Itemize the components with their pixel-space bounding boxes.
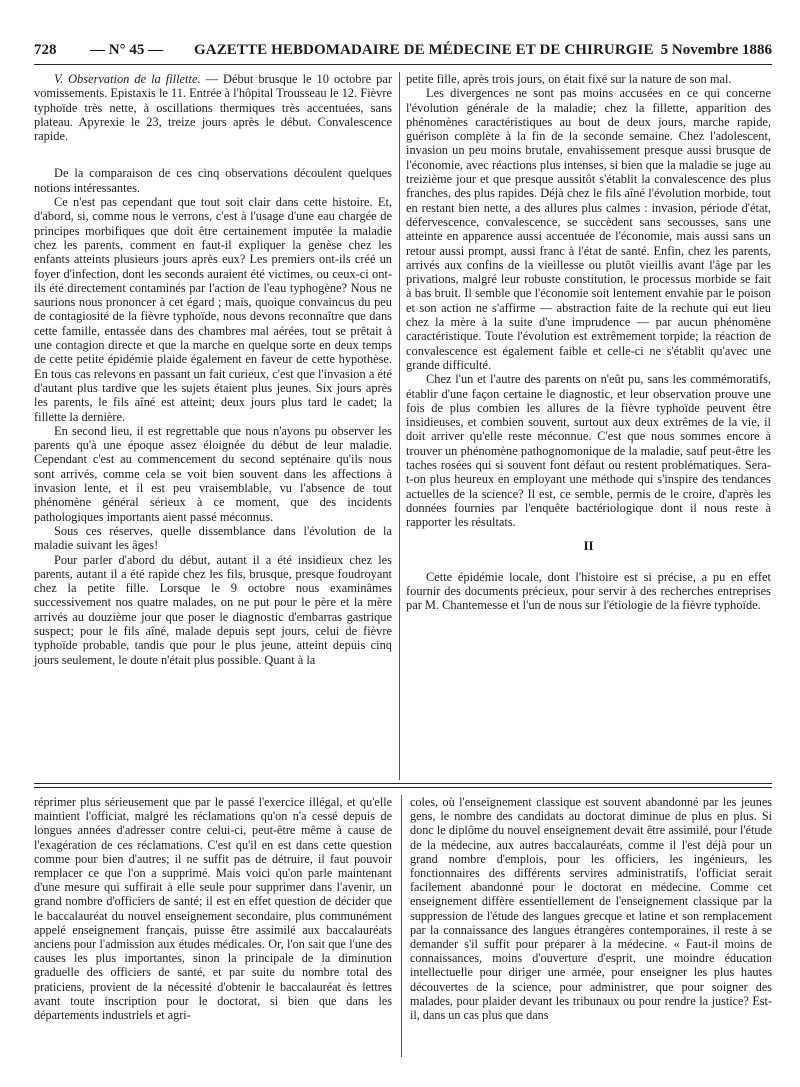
paragraph: Les divergences ne sont pas moins accusées en ce qui concerne l'évolution générale de la maladie; chez la fillette, apparition des phénomènes caractéristiques au bout de deux jours, marche rapide, guérison complète à la fin de la seconde semaine. Chez l'adolescent, invasion un peu moins brutale, envahissement presque aussi brusque de l'économie, avec réactions plus intenses, si bien que la maladie se juge au treizième jour et que presque aussitôt s'établit la convalescence des plus franches, des plus rapides. Déjà chez le fils aîné l'évolution morbide, tout en restant bien nette, a des allures plus calmes : invasion, période d'état, défervescence, convalescence, se succèdent sans secousses, sans une atteinte en apparence aussi accentuée de l'économie, mais aussi sans un retour aussi prompt, aussi franc à l'état de santé. Enfin, chez les parents, arrivés aux confins de la vieillesse ou plutôt vieillis avant l'âge par les privations, malgré leur robuste constitution, le processus morbide se fait à bas bruit. Il semble que l'économie soit lentement envahie par le poison et son action ne s'affirme — abstraction faite de la rechute qui eut lieu chez la mère à la suite d'une imprudence — par aucun phénomène caractéristique. Toute l'évolution est extrêmement torpide; la réaction de convalescence est également faible et celle-ci ne s'établit qu'avec une grande difficulté. <box>406 86 771 372</box>
issue-date: 5 Novembre 1886 <box>660 42 772 58</box>
page-number: 728 <box>34 42 57 58</box>
paragraph: Sous ces réserves, quelle dissemblance dans l'évolution de la maladie suivant les âges! <box>34 523 392 553</box>
issue-number: — N° 45 — <box>90 42 164 58</box>
paragraph: Cette épidémie locale, dont l'histoire est si précise, a pu en effet fournir des documents précieux, pour servir à des recherches entreprises par M. Chantemesse et l'un de nous sur l'étiologie de la fièvre typhoïde. <box>406 569 771 613</box>
paragraph: Chez l'un et l'autre des parents on n'eût pu, sans les commémoratifs, établir d'une façon certaine le diagnostic, et leur observation prouve une fois de plus combien les allures de la fièvre typhoïde peuvent être insidieuses, et combien souvent, surtout aux deux extrêmes de la vie, il doit arriver qu'elle reste méconnue. C'est que nous sommes encore à trouver un phénomène pathognomonique de la maladie, sauf peut-être les taches rosées qui si souvent font défaut ou restent problématiques. Sera-t-on plus heureux en employant une méthode qui s'inspire des tendances actuelles de la science? Il est, ce semble, permis de le croire, d'après les données fournies par l'enquête bactériologique dont il nous reste à rapporter les résultats. <box>406 372 771 530</box>
lower-column-left <box>34 795 392 1022</box>
header-rule <box>34 64 772 65</box>
paragraph: petite fille, après trois jours, on était fixé sur la nature de son mal. <box>406 72 732 86</box>
paragraph: réprimer plus sérieusement que par le passé l'exercice illégal, et qu'elle maintient l'officiat, malgré les réclamations qu'on n'a cessé depuis de longues années d'adresser contre celui-ci, peut-être même à cause de l'exagération de ces réclamations. C'est qu'il en est dans cette question comme pour bien d'autres; il ne suffit pas de détruire, il faut pouvoir remplacer ce que l'on a supprimé. Mais voici qu'on parle maintenant d'une mesure qui suffirait à elle seule pour supprimer dans l'avenir, un grand nombre d'officiers de santé; il est en effet question de décider que le baccalauréat du nouvel enseignement secondaire, plus communément appelé enseignement français, puisse être assimilé aux baccalauréats anciens pour l'admission aux études médicales. Or, l'on sait que l'une des causes les plus importantes, sinon la principale de la diminution graduelle des officiers de santé, et par suite du nombre total des praticiens, provient de la nécessité d'obtenir le baccalauréat ès lettres avant toute inscription pour le doctorat, si bien que dans les départements industriels et agri- <box>34 795 392 1023</box>
section-separator <box>34 787 772 788</box>
observation-lead: V. Observation de la fillette. <box>54 72 201 86</box>
article-column-left <box>34 72 392 667</box>
observation-text: — Début brusque le 10 octobre par vomissements. Epistaxis le 11. Entrée à l'hôpital Trousseau le 12. Fièvre typhoïde très nette, à oscillations thermiques très accentuées, sans plateau. Apyrexie le 23, treize jours après le début. Convalescence rapide. <box>34 72 392 144</box>
section-separator <box>34 783 772 784</box>
article-column-right <box>406 72 771 613</box>
paragraph: Ce n'est pas cependant que tout soit clair dans cette histoire. Et, d'abord, si, comme nous le verrons, c'est à l'usage d'une eau chargée de principes morbifiques que doit être certainement imputée la maladie chez les parents, comment en faut-il expliquer la genèse chez les enfants atteints plusieurs jours après eux? Les premiers ont-ils créé un foyer d'infection, dont les seconds auraient été victimes, ou ceux-ci ont-ils été directement contaminés par l'action de l'eau typhogène? Nous ne saurions nous prononcer à cet égard ; mais, quoique convaincus du peu de contagiosité de la fièvre typhoïde, nous devons reconnaître que dans cette famille, entassée dans des chambres mal aérées, tout se prêtait à une contagion directe et que la marche en quelque sorte en deux temps de cette petite épidémie plaide également en faveur de cette hypothèse. En tous cas relevons en passant un fait curieux, c'est que l'invasion a été d'autant plus tardive que les sujets étaient plus jeunes. Six jours après les parents, le fils aîné est atteint; deux jours plus tard le cadet; la fillette la dernière. <box>34 195 392 424</box>
lower-column-right <box>410 795 772 1022</box>
paragraph: Pour parler d'abord du début, autant il a été insidieux chez les parents, autant il a été rapide chez les fils, brusque, presque foudroyant chez la petite fille. Lorsque le 9 octobre nous examinâmes successivement nos quatre malades, on ne put pour le père et la mère arrivés au douzième jour que poser le diagnostic d'embarras gastrique suspect; pour le fils aîné, malade depuis sept jours, celui de fièvre typhoïde probable, tandis que pour le plus jeune, atteint depuis cinq jours seulement, le doute n'était plus possible. Quant à la <box>34 552 392 667</box>
paragraph: De la comparaison de ces cinq observations découlent quelques notions intéressantes. <box>34 166 392 195</box>
paragraph: En second lieu, il est regrettable que nous n'ayons pu observer les parents qu'à une époque assez éloignée du début de leur maladie. Cependant c'est au commencement du second septénaire qu'ils nous sont arrivés, comme cela se voit bien souvent dans les affections à invasion lente, et il est peu vraisemblable, vu l'absence de tout phénomène général sérieux à ce moment, que des incidents pathologiques importants aient passé méconnus. <box>34 423 392 524</box>
observation-note <box>34 72 392 143</box>
journal-title: GAZETTE HEBDOMADAIRE DE MÉDECINE ET DE CHIRURGIE <box>194 42 654 58</box>
page-header <box>34 36 772 62</box>
column-divider <box>399 72 400 780</box>
column-divider <box>401 795 402 1057</box>
section-heading: II <box>583 537 594 553</box>
paragraph: coles, où l'enseignement classique est souvent abandonné par les jeunes gens, le nombre des candidats au doctorat diminue de plus en plus. Si donc le diplôme du nouvel enseignement devait être assimilé, pour l'étude de la médecine, aux autres baccalauréats, comme il l'est déjà pour un grand nombre d'emplois, pour les officiers, les ingénieurs, les fonctionnaires des différents servires administratifs, l'officiat serait facilement abandonné pour le doctorat en médecine. Comme cet enseignement diffère essentiellement de l'enseignement classique par la suppression de l'étude des langues grecque et latine et son remplacement par la connaissance des langues étrangères contemporaines, il reste à se demander s'il suffit pour préparer à la médecine. « Faut-il moins de connaissances, moins d'ouverture d'esprit, une moindre éducation intellectuelle pour diriger une armée, pour enseigner les plus hautes découvertes de la science, pour administrer, que pour soigner des malades, pour plaider devant les tribunaux ou pour rendre la justice? Est-il, dans un cas plus que dans <box>410 795 772 1023</box>
